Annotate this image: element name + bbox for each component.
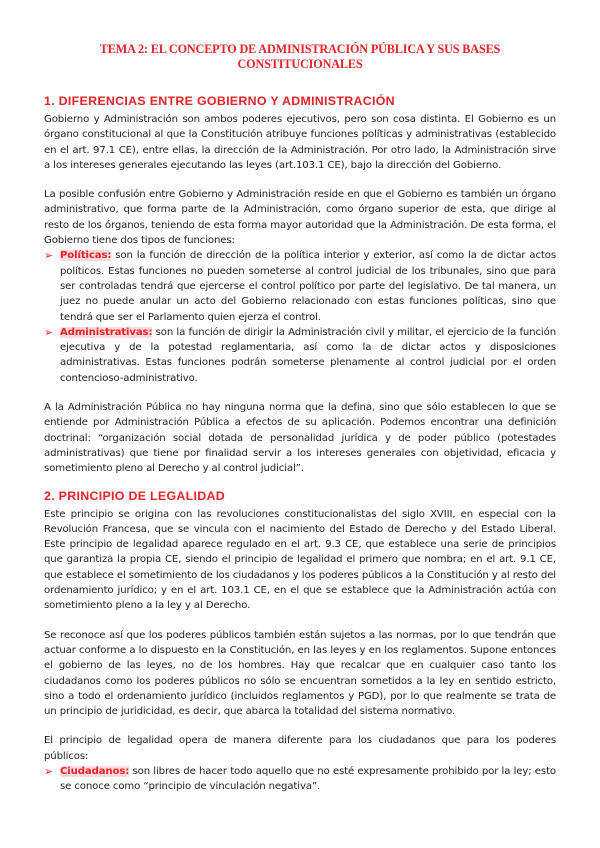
document-title: TEMA 2: EL CONCEPTO DE ADMINISTRACIÓN PÚBLICA Y SUS BASES CONSTITUCIONALES bbox=[99, 42, 501, 71]
paragraph: La posible confusión entre Gobierno y Administración reside en que el Gobierno es también un órgano administrativo, que forma parte de la Administración, como órgano superior de esta, que dirige al resto de los órganos, teniendo de esta forma mayor autoridad que la Administración. De esta forma, el Gobierno tiene dos tipos de funciones: bbox=[44, 189, 556, 247]
bullet-item bbox=[44, 248, 556, 324]
arrow-bullet-icon: ➢ bbox=[44, 249, 54, 263]
paragraph: Este principio se origina con las revoluciones constitucionalistas del siglo XVIII, en especial con la Revolución Francesa, que se vincula con el nacimiento del Estado de Derecho y del Estado Liberal. Este principio de legalidad aparece regulado en el art. 9.3 CE, que establece una serie de principios que garantiza la propia CE, siendo el principio de legalidad el primero que nombra; en el art. 9.1 CE, que establece el sometimiento de los ciudadanos y los poderes públicos a la Constitución y al resto del ordenamiento jurídico; y en el art. 103.1 CE, en el que se establece que la Administración actúa con sometimiento pleno a la ley y al Derecho. bbox=[44, 508, 556, 612]
paragraph: El principio de legalidad opera de manera diferente para los ciudadanos que para los poderes públicos: bbox=[44, 735, 556, 762]
bullet-term: Administrativas: bbox=[60, 326, 153, 338]
arrow-bullet-icon: ➢ bbox=[44, 325, 54, 339]
bullet-text: son libres de hacer todo aquello que no esté expresamente prohibido por la ley; esto se conoce como “principio de vinculación negativa”. bbox=[60, 765, 556, 793]
bullet-item bbox=[44, 764, 556, 795]
section-heading-2: 2. PRINCIPIO DE LEGALIDAD bbox=[44, 488, 225, 503]
bullet-text: son la función de dirección de la política interior y exterior, así como la de dictar actos políticos. Estas funciones no pueden someterse al control judicial de los tribunales, sino que para ser controladas tendrá que ejercerse el control político por parte del legislativo. De tal manera, un juez no puede anular un acto del Gobierno relacionado con estas funciones políticas, sino que tendrá que ser el Parlamento quien ejerza el control. bbox=[60, 250, 556, 323]
bullet-term: Ciudadanos: bbox=[60, 765, 130, 777]
paragraph: Gobierno y Administración son ambos poderes ejecutivos, pero son cosa distinta. El Gobierno es un órgano constitucional al que la Constitución atribuye funciones políticas y administrativas (establecido en el art. 97.1 CE), entre ellas, la dirección de la Administración. Por otro lado, la Administración sirve a los intereses generales ejecutando las leyes (art.103.1 CE), bajo la dirección del Gobierno. bbox=[44, 114, 556, 171]
section-heading-1: 1. DIFERENCIAS ENTRE GOBIERNO Y ADMINISTRACIÓN bbox=[44, 94, 395, 108]
bullet-term: Políticas: bbox=[60, 250, 112, 262]
paragraph: A la Administración Pública no hay ninguna norma que la defina, sino que sólo establecen lo que se entiende por Administración Pública a efectos de su aplicación. Podemos encontrar una definición doctrinal: “organización social dotada de personalidad jurídica y de poder público (potestades administrativas) que tiene por finalidad servir a los intereses generales con objetividad, eficacia y sometimiento pleno al Derecho y al control judicial”. bbox=[44, 402, 556, 475]
arrow-bullet-icon: ➢ bbox=[44, 764, 54, 778]
bullet-item bbox=[44, 325, 556, 386]
bullet-text: son la función de dirigir la Administración civil y militar, el ejercicio de la función ejecutiva y de la potestad reglamentaria, así como la de dictar actos y disposiciones administrativas. Estas funciones podrán someterse plenamente al control judicial por el orden contencioso-administrativo. bbox=[60, 326, 556, 384]
paragraph: Se reconoce así que los poderes públicos también están sujetos a las normas, por lo que tendrán que actuar conforme a lo dispuesto en la Constitución, en las leyes y en los reglamentos. Supone entonces el gobierno de las leyes, no de los hombres. Hay que recalcar que en cualquier caso tanto los ciudadanos como los poderes públicos no sólo se encuentran sometidos a la ley en sentido estricto, sino a todo el ordenamiento jurídico (incluidos reglamentos y PGD), por lo que realmente se trata de un principio de juridicidad, es decir, que abarca la totalidad del sistema normativo. bbox=[44, 629, 556, 718]
